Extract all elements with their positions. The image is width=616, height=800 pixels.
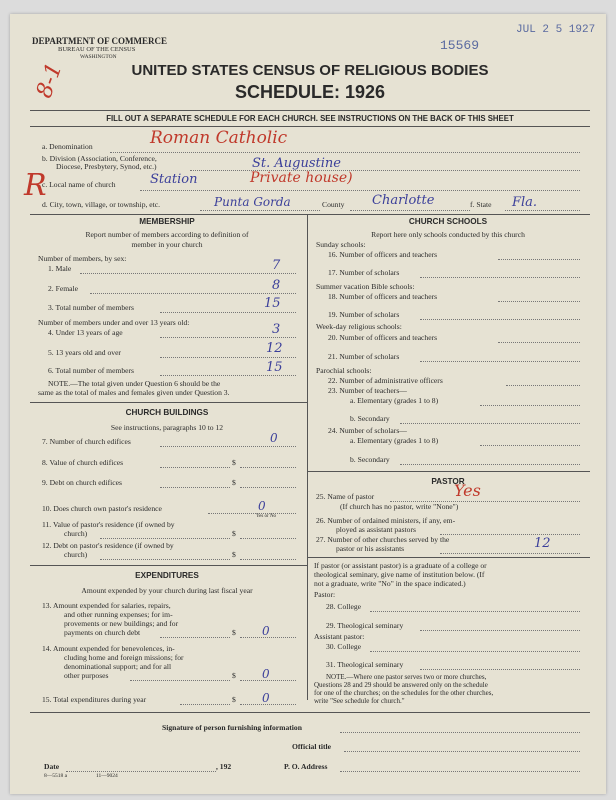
q9-dollar: $ xyxy=(232,478,236,487)
divider xyxy=(30,402,307,403)
membership-heading: MEMBERSHIP xyxy=(139,217,195,226)
q2-label: 2. Female xyxy=(48,284,78,293)
q26-label-2: ployed as assistant pastors xyxy=(336,525,416,534)
church-name-value[interactable]: Station xyxy=(150,172,198,187)
received-date-stamp: JUL 2 5 1927 xyxy=(516,24,596,36)
county-value[interactable]: Charlotte xyxy=(372,193,435,208)
church-name-value-2[interactable]: Private house) xyxy=(250,170,353,186)
division-label-2: Diocese, Presbytery, Synod, etc.) xyxy=(56,162,157,171)
divider xyxy=(30,126,590,127)
schools-intro: Report here only schools conducted by this church xyxy=(371,230,525,239)
q7-label: 7. Number of church edifices xyxy=(42,437,131,446)
q7-value[interactable]: 0 xyxy=(270,431,278,445)
q12-label-2: church) xyxy=(64,550,88,559)
signature-label: Signature of person furnishing information xyxy=(162,723,302,732)
q15-value[interactable]: 0 xyxy=(262,691,270,705)
q25-value[interactable]: Yes xyxy=(454,481,481,500)
q4-label: 4. Under 13 years of age xyxy=(48,328,123,337)
po-address-label: P. O. Address xyxy=(284,762,328,771)
q10-value[interactable]: 0 xyxy=(258,499,266,513)
q20-label: 20. Number of officers and teachers xyxy=(328,333,438,342)
divider xyxy=(307,557,590,558)
q31-label: 31. Theological seminary xyxy=(326,660,404,669)
buildings-heading: CHURCH BUILDINGS xyxy=(125,408,209,417)
by-sex-label: Number of members, by sex: xyxy=(38,254,127,263)
schools-heading: CHURCH SCHOOLS xyxy=(408,217,488,226)
expenditures-intro: Amount expended by your church during last fiscal year xyxy=(81,586,253,595)
membership-intro-2: member in your church xyxy=(131,240,203,249)
print-number: 11—9024 xyxy=(96,773,118,779)
q24a-label: a. Elementary (grades 1 to 8) xyxy=(350,436,439,445)
parochial-label: Parochial schools: xyxy=(316,366,372,375)
city-value[interactable]: Punta Gorda xyxy=(214,195,291,209)
graduate-note: If pastor (or assistant pastor) is a graduate of a college or xyxy=(314,561,487,570)
q13-label-4: payments on church debt xyxy=(64,628,141,637)
divider xyxy=(30,565,307,566)
q27-label: 27. Number of other churches served by the xyxy=(316,535,450,544)
state-value[interactable]: Fla. xyxy=(512,195,538,210)
state-label: f. State xyxy=(470,200,492,209)
assistant-sublabel: Assistant pastor: xyxy=(314,632,365,641)
q23b-label: b. Secondary xyxy=(350,414,390,423)
q23a-label: a. Elementary (grades 1 to 8) xyxy=(350,396,439,405)
q11-dollar: $ xyxy=(232,529,236,538)
q11-label-2: church) xyxy=(64,529,88,538)
divider xyxy=(30,214,590,215)
form-subtitle: SCHEDULE: 1926 xyxy=(234,82,386,102)
q24b-label: b. Secondary xyxy=(350,455,390,464)
q25-hint: (If church has no pastor, write "None") xyxy=(340,502,459,511)
q15-label: 15. Total expenditures during year xyxy=(42,695,147,704)
age-intro: Number of members under and over 13 years old: xyxy=(38,318,190,327)
schedule-number: 15569 xyxy=(440,38,480,53)
pastor-sublabel: Pastor: xyxy=(314,590,336,599)
bureau-label: BUREAU OF THE CENSUS xyxy=(58,46,136,53)
divider xyxy=(30,712,590,713)
q9-label: 9. Debt on church edifices xyxy=(42,478,122,487)
q30-label: 30. College xyxy=(326,642,362,651)
date-label: Date xyxy=(44,762,60,771)
q12-label: 12. Debt on pastor's residence (if owned by xyxy=(42,541,174,550)
membership-note: NOTE.—The total given under Question 6 should be the xyxy=(48,379,221,388)
q14-label-4: other purposes xyxy=(64,671,109,680)
q19-label: 19. Number of scholars xyxy=(328,310,400,319)
county-label: County xyxy=(322,200,345,209)
form-number: 8—5518 a xyxy=(44,773,68,779)
q6-value[interactable]: 15 xyxy=(266,360,283,375)
q14-label-3: denominational support; and for all xyxy=(64,662,172,671)
column-divider xyxy=(307,214,308,700)
q24-label: 24. Number of scholars— xyxy=(328,426,407,435)
division-label: b. Division (Association, Conference, xyxy=(42,154,157,163)
margin-mark: 8-1 xyxy=(31,59,68,102)
yes-no-hint: Yes or No xyxy=(256,514,277,519)
divider xyxy=(30,110,590,111)
q26-label: 26. Number of ordained ministers, if any, em- xyxy=(316,516,456,525)
q5-value[interactable]: 12 xyxy=(266,341,283,356)
q29-label: 29. Theological seminary xyxy=(326,621,404,630)
q13-label-3: provements or new buildings; and for xyxy=(64,619,179,628)
q14-dollar: $ xyxy=(232,671,236,680)
instruction-banner: FILL OUT A SEPARATE SCHEDULE FOR EACH CHURCH. SEE INSTRUCTIONS ON THE BACK OF THIS SHEET xyxy=(106,114,514,123)
q21-label: 21. Number of scholars xyxy=(328,352,400,361)
q13-label: 13. Amount expended for salaries, repairs, xyxy=(42,601,171,610)
q13-value[interactable]: 0 xyxy=(262,624,270,638)
year-label: , 192 xyxy=(216,762,232,771)
q3-label: 3. Total number of members xyxy=(48,303,135,312)
expenditures-heading: EXPENDITURES xyxy=(135,571,199,580)
q17-label: 17. Number of scholars xyxy=(328,268,400,277)
q4-value[interactable]: 3 xyxy=(272,322,281,337)
q28-label: 28. College xyxy=(326,602,362,611)
weekday-label: Week-day religious schools: xyxy=(316,322,402,331)
q10-label: 10. Does church own pastor's residence xyxy=(42,504,162,513)
q8-dollar: $ xyxy=(232,458,236,467)
q27-label-2: pastor or his assistants xyxy=(336,544,405,553)
q23-label: 23. Number of teachers— xyxy=(328,386,407,395)
division-value[interactable]: St. Augustine xyxy=(252,156,341,171)
q1-value[interactable]: 7 xyxy=(272,258,281,273)
q14-value[interactable]: 0 xyxy=(262,667,270,681)
membership-intro: Report number of members according to definition of xyxy=(85,230,249,239)
membership-note-2: same as the total of males and females given under Question 3. xyxy=(38,388,230,397)
q25-label: 25. Name of pastor xyxy=(316,492,375,501)
margin-letter: R xyxy=(24,168,47,203)
pastor-heading: PASTOR xyxy=(431,477,465,486)
q5-label: 5. 13 years old and over xyxy=(48,348,121,357)
denomination-value[interactable]: Roman Catholic xyxy=(150,128,288,148)
q18-label: 18. Number of officers and teachers xyxy=(328,292,438,301)
q11-label: 11. Value of pastor's residence (if owned by xyxy=(42,520,175,529)
denomination-label: a. Denomination xyxy=(42,142,93,151)
pastor-note-2: Questions 28 and 29 should be answered only on the schedule xyxy=(314,681,488,689)
q15-dollar: $ xyxy=(232,695,236,704)
divider xyxy=(307,471,590,472)
department-label: DEPARTMENT OF COMMERCE xyxy=(32,36,168,46)
buildings-intro: See instructions, paragraphs 10 to 12 xyxy=(110,423,224,432)
q22-label: 22. Number of administrative officers xyxy=(328,376,443,385)
pastor-note-4: write "See schedule for church." xyxy=(314,697,405,705)
q8-label: 8. Value of church edifices xyxy=(42,458,124,467)
q12-dollar: $ xyxy=(232,550,236,559)
q13-dollar: $ xyxy=(232,628,236,637)
city-label: d. City, town, village, or township, etc. xyxy=(42,200,161,209)
q13-label-2: and other running expenses; for im- xyxy=(64,610,173,619)
q27-value[interactable]: 12 xyxy=(534,536,551,551)
graduate-note-3: not a graduate, write "No" in the space indicated.) xyxy=(314,579,466,588)
city-label: WASHINGTON xyxy=(80,54,117,60)
official-title-label: Official title xyxy=(292,742,332,751)
q2-value[interactable]: 8 xyxy=(272,278,281,293)
form-title: UNITED STATES CENSUS OF RELIGIOUS BODIES xyxy=(131,62,489,79)
q6-label: 6. Total number of members xyxy=(48,366,135,375)
pastor-note-3: for one of the churches; on the schedules for the other churches, xyxy=(314,689,494,697)
sunday-label: Sunday schools: xyxy=(316,240,366,249)
q3-value[interactable]: 15 xyxy=(264,296,281,311)
church-name-label: c. Local name of church xyxy=(42,180,116,189)
pastor-note: NOTE.—Where one pastor serves two or more churches, xyxy=(326,673,487,681)
summer-label: Summer vacation Bible schools: xyxy=(316,282,415,291)
q16-label: 16. Number of officers and teachers xyxy=(328,250,438,259)
graduate-note-2: theological seminary, give name of institution below. (If xyxy=(314,570,485,579)
q14-label: 14. Amount expended for benevolences, in- xyxy=(42,644,175,653)
q14-label-2: cluding home and foreign missions; for xyxy=(64,653,184,662)
q1-label: 1. Male xyxy=(48,264,72,273)
